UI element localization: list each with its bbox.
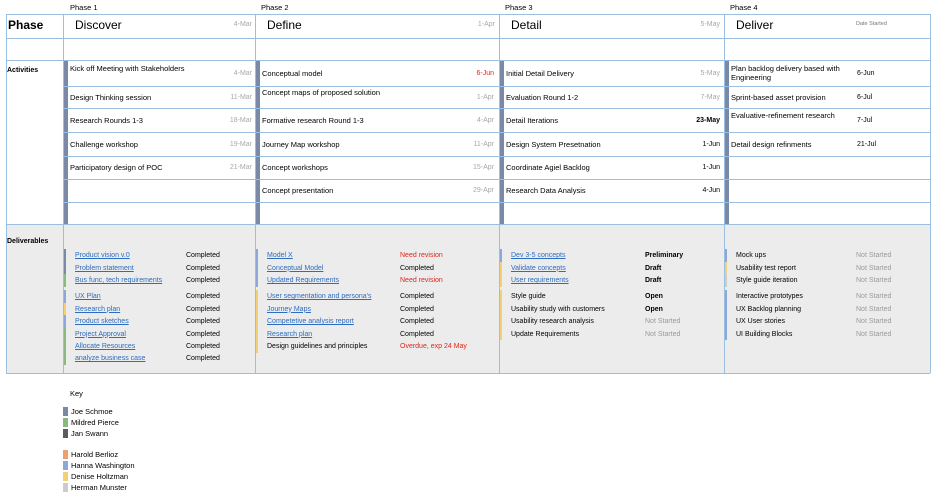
deliverable-status: Not Started	[645, 318, 681, 325]
deliverable-status: Completed	[186, 252, 220, 259]
deliverable-name: UX User stories	[736, 318, 786, 325]
grid-hline	[499, 108, 724, 109]
activity-name: Evaluation Round 1-2	[506, 92, 579, 102]
grid-hline	[724, 108, 930, 109]
activity-name: Research Rounds 1-3	[70, 115, 143, 125]
activity-name: Formative research Round 1-3	[262, 115, 364, 125]
deliverable-status: Overdue, exp 24 May	[400, 343, 467, 350]
phase-2-date: 1-Apr	[477, 21, 495, 28]
deliverable-status: Not Started	[856, 264, 892, 272]
grid-hline	[724, 179, 930, 180]
deliverable-status: Completed	[400, 264, 434, 272]
grid-hline	[499, 179, 724, 180]
activity-name: Participatory design of POC	[70, 163, 163, 172]
grid-hline	[63, 156, 255, 157]
grid-hline	[63, 202, 255, 203]
deliverable-status: Completed	[400, 305, 434, 313]
activity-date: 4-Mar	[233, 69, 252, 77]
activity-name: Concept maps of proposed solution	[262, 88, 380, 97]
deliverable-status: Not Started	[856, 293, 892, 300]
activity-date: 6-Jun	[476, 69, 494, 77]
activity-name: Kick off Meeting with Stakeholders	[70, 64, 185, 73]
activity-name: Journey Map workshop	[262, 139, 340, 149]
deliverable-status: Completed	[400, 330, 434, 338]
deliverable-name: Usability research analysis	[511, 318, 594, 325]
deliverable-name[interactable]: Competetive analysis report	[267, 318, 354, 325]
activity-date: 15-Apr	[472, 164, 494, 171]
activity-date: 11-Mar	[230, 93, 252, 101]
key-color-swatch	[63, 461, 68, 470]
deliverable-status: Completed	[186, 293, 220, 300]
deliverable-name[interactable]: User segmentation and persona's	[267, 293, 372, 300]
activity-date: 1-Jun	[702, 164, 720, 171]
key-person-name: Harold Berlioz	[71, 450, 119, 459]
deliverable-name: Mock ups	[736, 252, 766, 259]
deliverable-name[interactable]: Model X	[267, 252, 293, 259]
grid-vline	[63, 14, 64, 373]
activity-name: Design System Presetnation	[506, 139, 601, 149]
grid-hline	[255, 202, 499, 203]
grid-hline	[724, 202, 930, 203]
activity-date: 19-Mar	[229, 140, 252, 148]
phase-4-number: Phase 4	[730, 3, 758, 12]
activity-date: 1-Jun	[702, 140, 720, 148]
activity-name: Coordinate Agiel Backlog	[506, 163, 590, 172]
deliverable-status: Draft	[645, 264, 662, 272]
deliverable-name[interactable]: Product sketches	[75, 318, 129, 325]
activity-date: 7-May	[700, 93, 720, 101]
activity-name: Initial Detail Delivery	[506, 68, 574, 78]
deliverable-name[interactable]: Dev 3-5 concepts	[511, 252, 566, 259]
phase-2-title: Define	[267, 18, 302, 32]
activity-name: Detail Iterations	[506, 115, 559, 125]
phase-1-title: Discover	[75, 18, 122, 32]
key-person-name: Herman Munster	[71, 483, 127, 492]
deliverable-status: Not Started	[856, 318, 892, 325]
phase-1-date: 4-Mar	[233, 21, 252, 28]
deliverable-name[interactable]: Product vision v.0	[75, 252, 130, 259]
deliverable-name[interactable]: analyze business case	[75, 355, 146, 362]
activity-name: Detail design refinments	[731, 139, 812, 149]
key-person-name: Jan Swann	[71, 429, 109, 438]
grid-hline	[6, 373, 930, 374]
grid-hline	[255, 108, 499, 109]
grid-hline	[63, 132, 255, 133]
grid-hline	[499, 156, 724, 157]
grid-hline	[499, 86, 724, 87]
activity-date: 7-Jul	[857, 116, 873, 124]
key-color-swatch	[63, 450, 68, 459]
deliverable-status: Completed	[186, 305, 220, 313]
activity-date: 21-Jul	[857, 140, 877, 148]
deliverable-name: Style guide iteration	[736, 277, 798, 284]
key-color-swatch	[63, 472, 68, 481]
activity-date: 5-May	[700, 69, 720, 77]
activity-name: Concept presentation	[262, 186, 334, 195]
deliverable-status: Completed	[186, 330, 220, 338]
activity-date: 11-Apr	[473, 140, 494, 148]
activity-date: 23-May	[696, 116, 720, 124]
deliverable-name: Style guide	[511, 293, 546, 300]
activity-name: Concept workshops	[262, 163, 328, 172]
activity-date: 18-Mar	[229, 116, 252, 124]
activity-date: 4-Jun	[702, 187, 720, 194]
deliverable-status: Draft	[645, 277, 662, 284]
activity-name: Challenge workshop	[70, 139, 138, 149]
grid-hline	[63, 179, 255, 180]
deliverable-name[interactable]: Validate concepts	[511, 264, 566, 272]
deliverable-name[interactable]: Updated Requirements	[267, 277, 339, 284]
deliverable-status: Completed	[186, 343, 220, 350]
deliverable-name: Update Requirements	[511, 330, 580, 338]
grid-vline	[255, 14, 256, 373]
grid-hline	[255, 132, 499, 133]
key-person-name: Denise Holtzman	[71, 472, 129, 481]
grid-hline	[724, 132, 930, 133]
deliverable-name: UI Building Blocks	[736, 330, 793, 338]
activity-name: Research Data Analysis	[506, 186, 586, 195]
deliverable-name[interactable]: Allocate Resources	[75, 343, 136, 350]
activity-date: 1-Apr	[476, 93, 494, 101]
deliverable-status: Not Started	[856, 330, 892, 338]
deliverable-name[interactable]: Research plan	[267, 330, 313, 338]
grid-hline	[63, 86, 255, 87]
key-person-name: Hanna Washington	[71, 461, 135, 470]
deliverable-status: Completed	[186, 318, 220, 325]
key-color-swatch	[63, 418, 68, 427]
deliverable-status: Completed	[186, 355, 220, 362]
grid-hline	[255, 86, 499, 87]
deliverable-status: Not Started	[856, 252, 892, 259]
deliverable-name[interactable]: Problem statement	[75, 264, 134, 272]
deliverable-name: Usability study with customers	[511, 305, 605, 313]
deliverable-status: Open	[645, 293, 663, 300]
grid-vline	[499, 14, 500, 373]
deliverable-status: Not Started	[645, 330, 681, 338]
activity-name: Evaluative-refinement research	[731, 111, 835, 120]
grid-hline	[6, 38, 930, 39]
activity-name: Plan backlog delivery based with Engineering	[731, 64, 840, 82]
phase-3-date: 5-May	[700, 21, 720, 28]
grid-vline	[930, 14, 931, 373]
deliverable-status: Completed	[186, 277, 220, 284]
deliverable-name[interactable]: User requirements	[511, 277, 569, 284]
grid-hline	[499, 132, 724, 133]
deliverable-status: Completed	[186, 264, 220, 272]
deliverable-name[interactable]: Conceptual Model	[267, 264, 324, 272]
phase-2-number: Phase 2	[261, 3, 289, 12]
activity-date: 21-Mar	[229, 164, 252, 171]
phase-3-number: Phase 3	[505, 3, 533, 12]
key-person-name: Mildred Pierce	[71, 418, 119, 427]
deliverable-name[interactable]: Project Approval	[75, 330, 126, 338]
grid-vline	[6, 14, 7, 373]
deliverable-name[interactable]: Bus func, tech requirements	[75, 277, 163, 284]
grid-vline	[724, 14, 725, 373]
deliverable-name: Interactive prototypes	[736, 293, 803, 300]
activity-date: 29-Apr	[472, 187, 494, 194]
phase-3-title: Detail	[511, 18, 542, 32]
deliverable-status: Need revision	[400, 277, 443, 284]
grid-hline	[6, 14, 930, 15]
key-color-swatch	[63, 429, 68, 438]
deliverable-name: UX Backlog planning	[736, 305, 801, 313]
phase-row-label: Phase	[8, 18, 44, 32]
grid-hline	[724, 156, 930, 157]
deliverable-status: Not Started	[856, 305, 892, 313]
activities-label: Activities	[7, 67, 39, 74]
key-color-swatch	[63, 407, 68, 416]
activity-name: Sprint-based asset provision	[731, 92, 826, 102]
grid-hline	[6, 60, 930, 61]
deliverable-name[interactable]: Journey Maps	[267, 305, 311, 313]
deliverable-status: Not Started	[856, 277, 892, 284]
activity-date: 6-Jul	[857, 93, 873, 101]
grid-hline	[499, 202, 724, 203]
deliverable-name: Design guidelines and principles	[267, 343, 368, 350]
grid-hline	[255, 156, 499, 157]
deliverable-status: Need revision	[400, 252, 443, 259]
deliverable-status: Completed	[400, 293, 434, 300]
grid-hline	[724, 86, 930, 87]
activity-date: 4-Apr	[476, 116, 494, 124]
activity-name: Design Thinking session	[70, 92, 152, 102]
activity-name: Conceptual model	[262, 68, 323, 78]
key-person-name: Joe Schmoe	[71, 407, 113, 416]
key-color-swatch	[63, 483, 68, 492]
phase-4-date: Date Started	[856, 21, 887, 27]
grid-hline	[63, 108, 255, 109]
deliverable-name: Usability test report	[736, 264, 796, 272]
phase-1-number: Phase 1	[70, 3, 98, 12]
deliverable-name[interactable]: Research plan	[75, 305, 121, 313]
activity-date: 6-Jun	[857, 69, 875, 77]
grid-hline	[255, 179, 499, 180]
deliverables-label: Deliverables	[7, 238, 49, 245]
phase-4-title: Deliver	[736, 18, 774, 32]
deliverable-status: Completed	[400, 318, 434, 325]
deliverable-status: Open	[645, 305, 663, 313]
deliverable-name[interactable]: UX Plan	[75, 293, 101, 300]
key-title: Key	[70, 389, 83, 398]
deliverable-status: Preliminary	[645, 252, 684, 259]
grid-hline	[6, 224, 930, 225]
